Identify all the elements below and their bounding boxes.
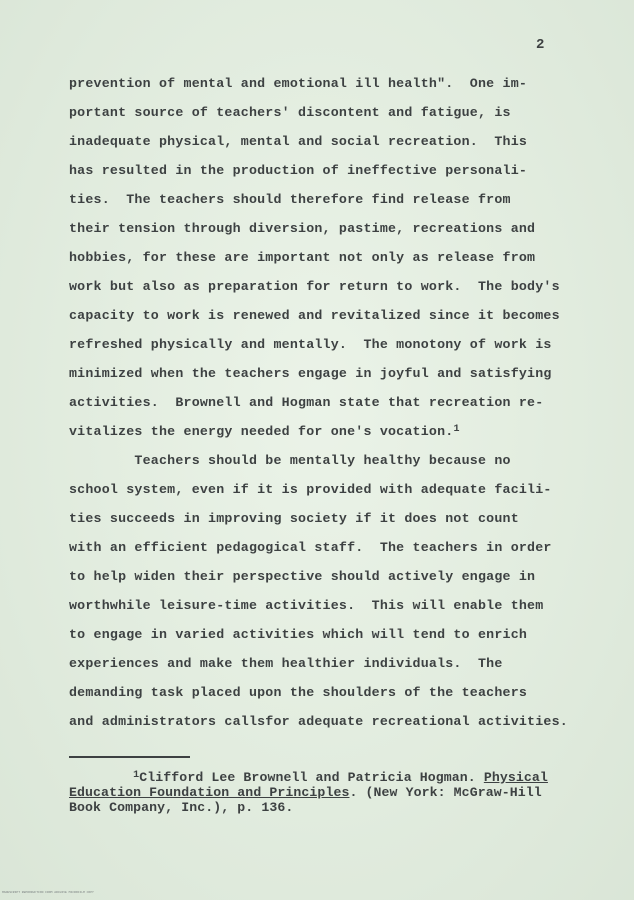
footnote-title-part-2: Education Foundation and Principles [69,785,350,800]
body-line-11: minimized when the teachers engage in joyful and satisfying [69,366,552,381]
footnote-publisher: . (New York: McGraw-Hill [349,785,542,800]
body-line-2: portant source of teachers' discontent and fatigue, is [69,105,511,120]
body-line-17: with an efficient pedagogical staff. The teachers in order [69,540,552,555]
body-line-22: demanding task placed upon the shoulders of the teachers [69,685,528,700]
footnote-line-2 [69,785,542,800]
body-line-21: experiences and make them healthier individuals. The [69,656,503,671]
body-line-12: activities. Brownell and Hogman state that recreation re- [69,395,544,410]
page-number: 2 [536,37,545,53]
body-line-4: has resulted in the production of ineffective personali- [69,163,528,178]
body-line-8: work but also as preparation for return to work. The body's [69,279,560,294]
edge-caption: MANUSCRIPT REPRODUCTION FROM ARCHIVE MICROFILM COPY [2,891,94,894]
body-line-13-text: vitalizes the energy needed for one's vocation. [69,424,454,439]
body-line-14: Teachers should be mentally healthy because no [69,453,511,468]
body-line-6: their tension through diversion, pastime, recreations and [69,221,536,236]
body-line-18: to help widen their perspective should actively engage in [69,569,536,584]
footnote-reference: 1 [453,424,460,435]
footnote-authors: Clifford Lee Brownell and Patricia Hogman. [139,770,484,785]
body-line-10: refreshed physically and mentally. The monotony of work is [69,337,552,352]
body-line-5: ties. The teachers should therefore find release from [69,192,511,207]
body-line-13 [69,423,460,441]
footnote-separator [69,756,190,758]
body-line-1: prevention of mental and emotional ill health". One im- [69,76,528,91]
body-line-15: school system, even if it is provided with adequate facili- [69,482,552,497]
body-line-16: ties succeeds in improving society if it does not count [69,511,519,526]
body-line-20: to engage in varied activities which will tend to enrich [69,627,528,642]
footnote-line-3: Book Company, Inc.), p. 136. [69,800,294,815]
body-line-7: hobbies, for these are important not only as release from [69,250,536,265]
body-line-9: capacity to work is renewed and revitalized since it becomes [69,308,560,323]
body-line-19: worthwhile leisure-time activities. This will enable them [69,598,544,613]
body-line-23: and administrators callsfor adequate recreational activities. [69,714,568,729]
footnote-marker: 1 [133,770,140,781]
body-line-3: inadequate physical, mental and social recreation. This [69,134,528,149]
footnote-title-part-1: Physical [483,770,548,785]
